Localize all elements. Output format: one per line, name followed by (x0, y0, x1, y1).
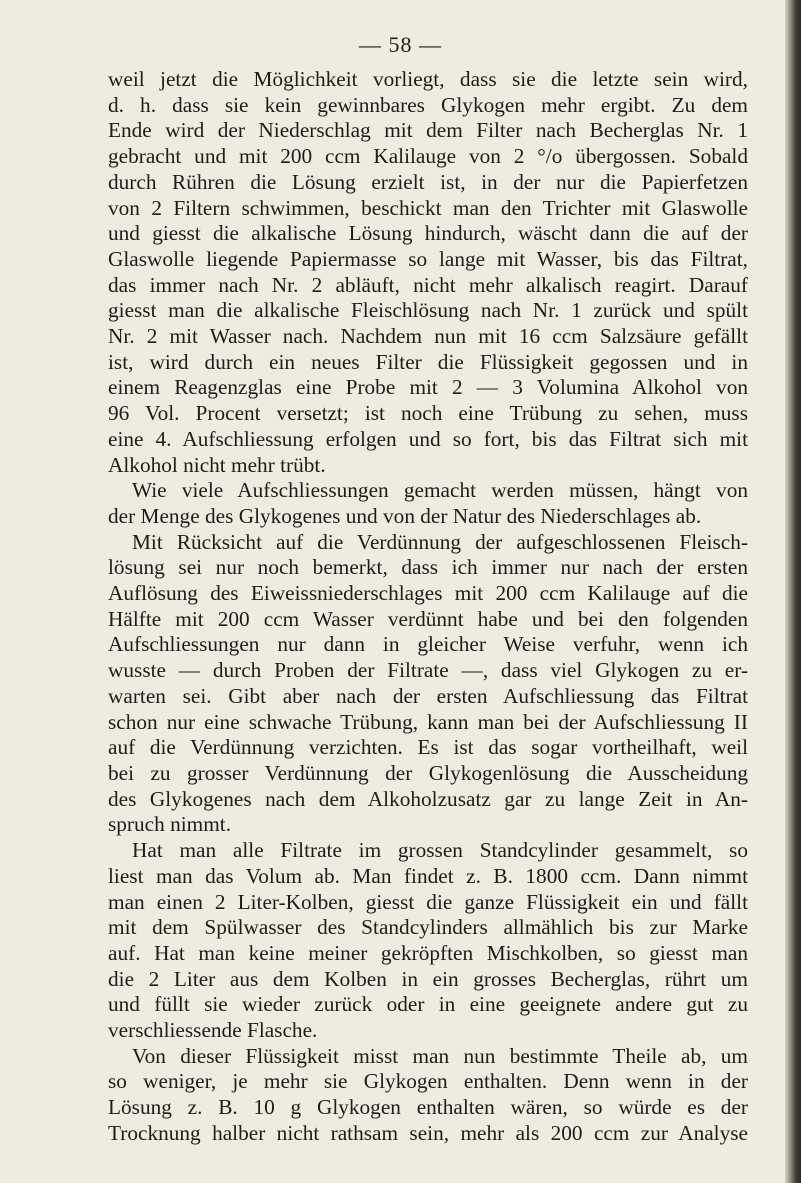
text-line: Mit Rücksicht auf die Verdünnung der aufgeschlossenen Fleisch- (132, 529, 748, 554)
text-line: von 2 Filtern schwimmen, beschickt man den Trichter mit Glaswolle (108, 195, 748, 220)
text-line: Glaswolle liegende Papiermasse so lange mit Wasser, bis das Filtrat, (108, 246, 748, 271)
text-line: auf die Verdünnung verzichten. Es ist das sogar vortheilhaft, weil (108, 735, 748, 760)
text-line: die 2 Liter aus dem Kolben in ein grosses Becherglas, rührt um (108, 966, 748, 991)
text-line: Auflösung des Eiweissniederschlages mit 200 ccm Kalilauge auf die (108, 581, 748, 606)
text-line: 96 Vol. Procent versetzt; ist noch eine Trübung zu sehen, muss (108, 401, 748, 426)
text-line: giesst man die alkalische Fleischlösung nach Nr. 1 zurück und spült (108, 298, 748, 323)
text-line: eine 4. Aufschliessung erfolgen und so fort, bis das Filtrat sich mit (108, 426, 748, 451)
text-line: ist, wird durch ein neues Filter die Flüssigkeit gegossen und in (108, 349, 748, 374)
text-line: verschliessende Flasche. (108, 1018, 318, 1043)
text-line: der Menge des Glykogenes und von der Natur des Niederschlages ab. (108, 503, 702, 528)
text-line: durch Rühren die Lösung erzielt ist, in der nur die Papierfetzen (108, 169, 748, 194)
text-line: Nr. 2 mit Wasser nach. Nachdem nun mit 16 ccm Salzsäure gefällt (108, 324, 748, 349)
text-line: liest man das Volum ab. Man findet z. B. 1800 ccm. Dann nimmt (108, 863, 748, 888)
text-line: auf. Hat man keine meiner gekröpften Mischkolben, so giesst man (108, 940, 748, 965)
text-line: spruch nimmt. (108, 812, 232, 837)
text-line: Alkohol nicht mehr trübt. (108, 452, 326, 477)
page-number-header: — 58 — (359, 32, 442, 57)
text-line: Lösung z. B. 10 g Glykogen enthalten wären, so würde es der (108, 1095, 748, 1120)
text-line: man einen 2 Liter-Kolben, giesst die ganze Flüssigkeit ein und fällt (108, 889, 748, 914)
text-line: Hälfte mit 200 ccm Wasser verdünnt habe und bei den folgenden (108, 606, 748, 631)
text-line: wusste — durch Proben der Filtrate —, dass viel Glykogen zu er- (108, 658, 748, 683)
text-line: Von dieser Flüssigkeit misst man nun bestimmte Theile ab, um (132, 1043, 748, 1068)
text-line: Trocknung halber nicht rathsam sein, mehr als 200 ccm zur Analyse (108, 1120, 748, 1145)
text-line: gebracht und mit 200 ccm Kalilauge von 2 °/o übergossen. Sobald (108, 144, 748, 169)
text-line: schon nur eine schwache Trübung, kann man bei der Aufschliessung II (108, 709, 748, 734)
text-line: Wie viele Aufschliessungen gemacht werden müssen, hängt von (132, 478, 748, 503)
text-line: warten sei. Gibt aber nach der ersten Aufschliessung das Filtrat (108, 683, 748, 708)
text-line: und füllt sie wieder zurück oder in eine geeignete andere gut zu (108, 992, 748, 1017)
text-line: das immer nach Nr. 2 abläuft, nicht mehr alkalisch reagirt. Darauf (108, 272, 748, 297)
text-line: Aufschliessungen nur dann in gleicher Weise verfuhr, wenn ich (108, 632, 748, 657)
page-edge-shadow (785, 0, 801, 1183)
text-line: einem Reagenzglas eine Probe mit 2 — 3 Volumina Alkohol von (108, 375, 748, 400)
text-line: des Glykogenes nach dem Alkoholzusatz gar zu lange Zeit in An- (108, 786, 748, 811)
text-line: weil jetzt die Möglichkeit vorliegt, dass sie die letzte sein wird, (108, 67, 748, 91)
text-line: lösung sei nur noch bemerkt, dass ich immer nur nach der ersten (108, 555, 748, 580)
text-line: bei zu grosser Verdünnung der Glykogenlösung die Ausscheidung (108, 760, 748, 785)
text-line: Ende wird der Niederschlag mit dem Filter nach Becherglas Nr. 1 (108, 118, 748, 143)
body-text (108, 67, 748, 1147)
text-line: mit dem Spülwasser des Standcylinders allmählich bis zur Marke (108, 915, 748, 940)
text-line: Hat man alle Filtrate im grossen Standcylinder gesammelt, so (132, 838, 748, 863)
text-line: so weniger, je mehr sie Glykogen enthalten. Denn wenn in der (108, 1069, 748, 1094)
text-line: und giesst die alkalische Lösung hindurch, wäscht dann die auf der (108, 221, 748, 246)
text-line: d. h. dass sie kein gewinnbares Glykogen mehr ergibt. Zu dem (108, 92, 748, 117)
